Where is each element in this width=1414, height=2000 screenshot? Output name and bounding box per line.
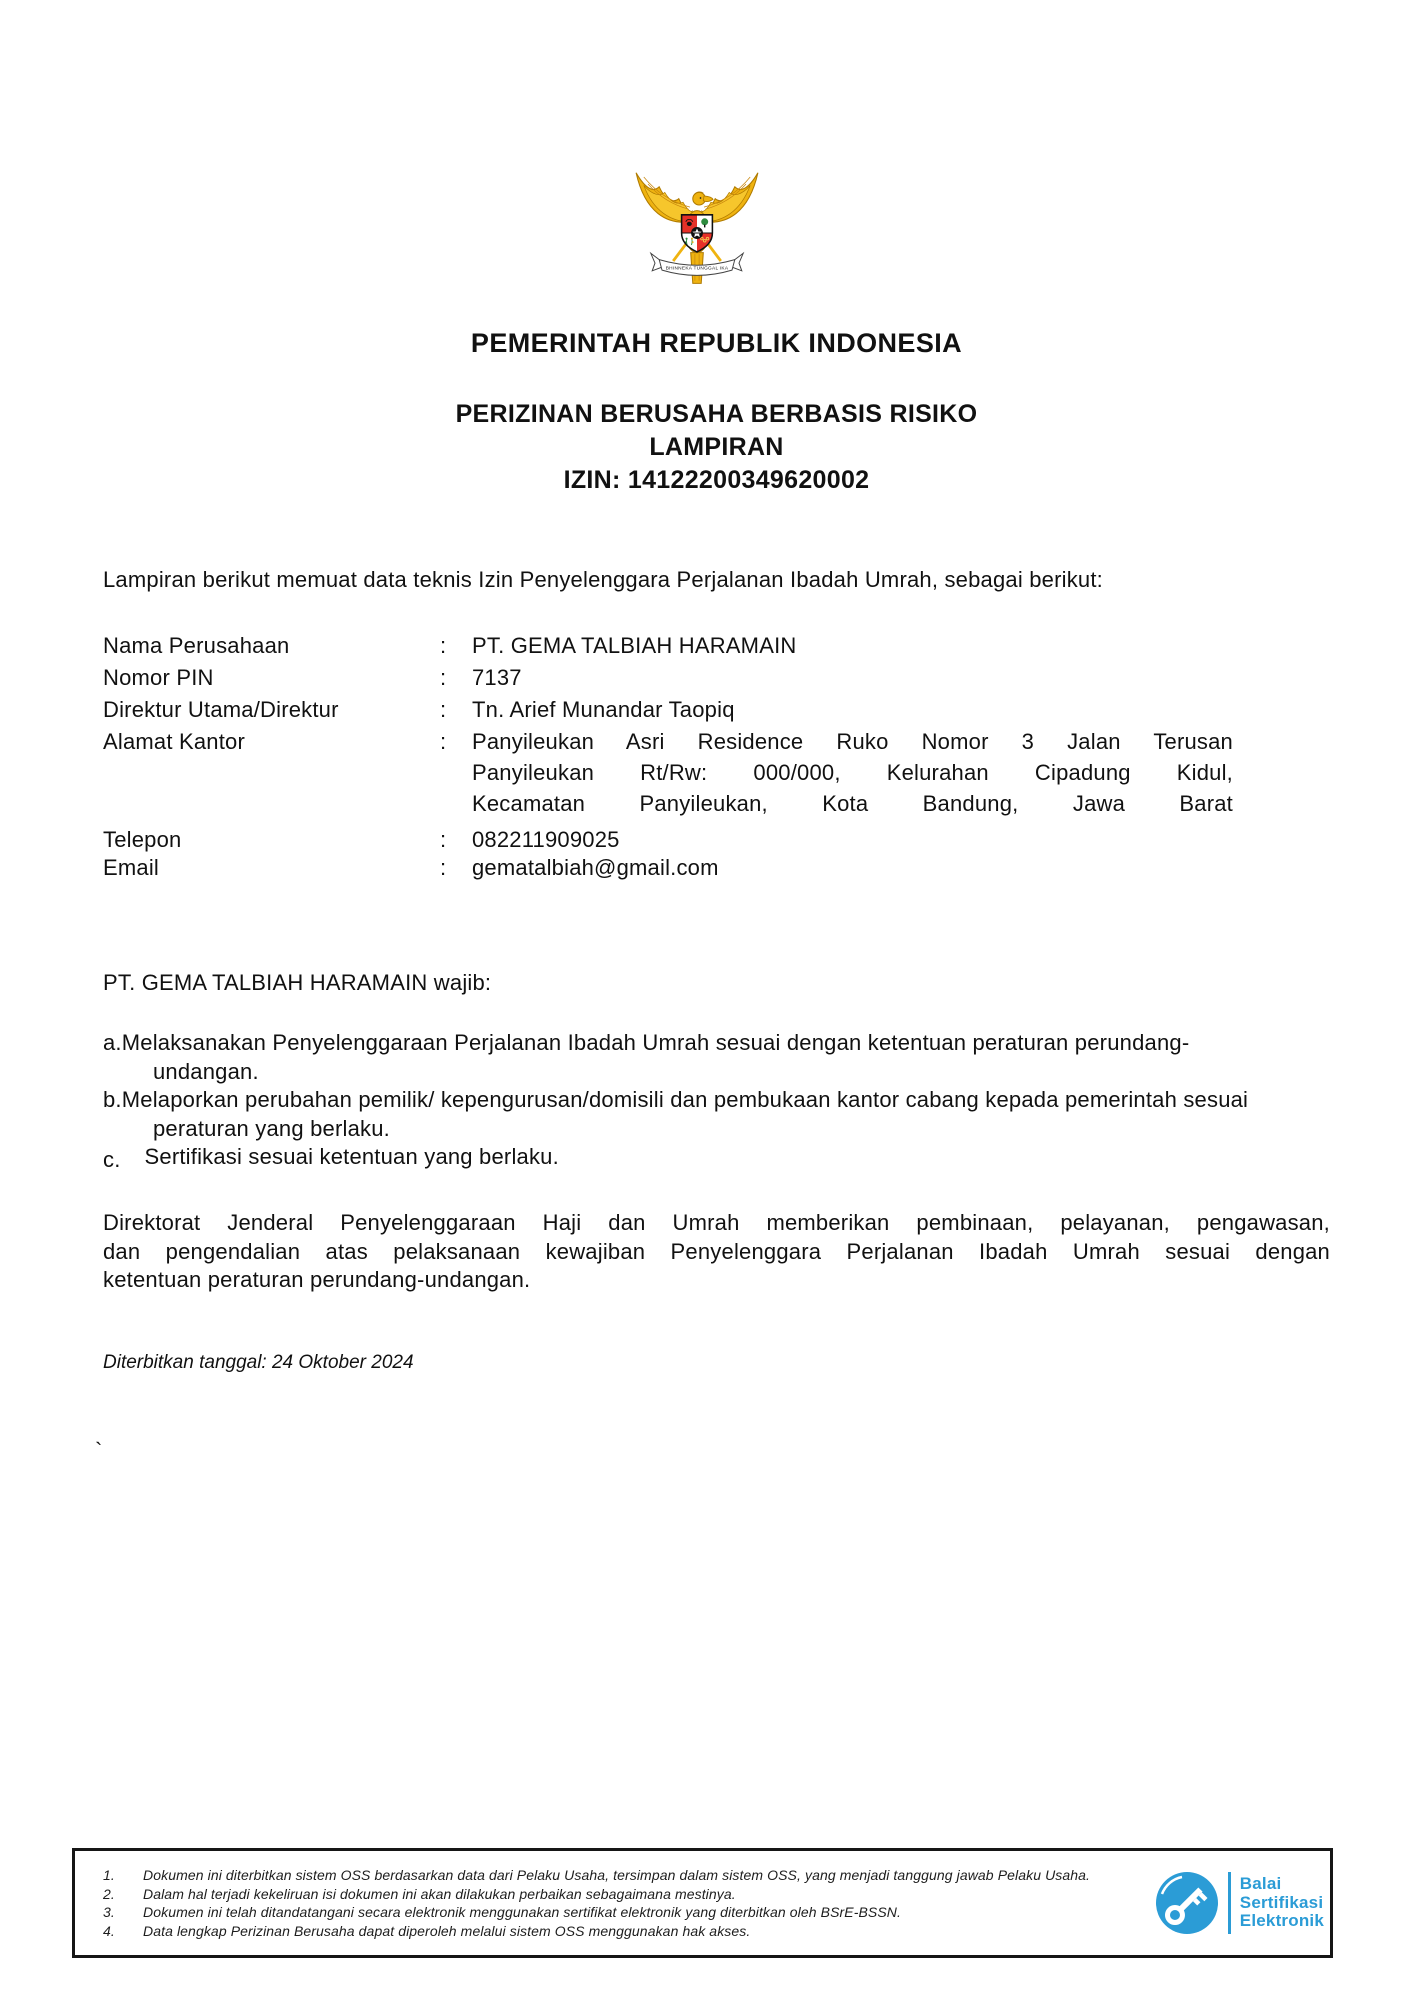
field-label: Nama Perusahaan (103, 633, 290, 658)
obligation-text: Sertifikasi sesuai ketentuan yang berlaku. (144, 1144, 559, 1169)
logo-wordmark (1240, 1875, 1324, 1931)
obligation-item-a (103, 1029, 1268, 1086)
list-marker: a. (103, 1030, 122, 1055)
note-number: 3. (103, 1904, 115, 1920)
note-number: 4. (103, 1922, 115, 1939)
note-text: Dalam hal terjadi kekeliruan isi dokumen ini akan dilakukan perbaikan sebagaimana mestinya. (143, 1885, 736, 1902)
field-separator: : (440, 827, 447, 852)
key-circle-icon (1154, 1870, 1220, 1936)
stray-character: ` (95, 1438, 103, 1463)
garuda-icon (627, 141, 767, 297)
obligation-text: Melaksanakan Penyelenggaraan Perjalanan Ibadah Umrah sesuai dengan ketentuan peraturan perundang-undangan. (121, 1030, 1190, 1084)
field-separator: : (440, 855, 447, 880)
obligation-item-c (103, 1143, 1268, 1172)
footer-note-4 (103, 1922, 1133, 1941)
logo-line-1: Balai (1239, 1874, 1282, 1894)
doc-type-line: PERIZINAN BERUSAHA BERBASIS RISIKO (455, 400, 978, 428)
logo-line-3: Elektronik (1239, 1911, 1324, 1931)
technical-data-fields (103, 630, 1330, 882)
note-number: 2. (103, 1885, 115, 1902)
field-label: Alamat Kantor (103, 729, 246, 754)
closing-paragraph (103, 1209, 1330, 1295)
closing-line: ketentuan peraturan perundang-undangan. (103, 1267, 531, 1292)
footer-notes-box (72, 1848, 1333, 1958)
list-marker: c. (103, 1147, 121, 1172)
field-row-pin-number (103, 662, 1330, 694)
note-number: 1. (103, 1867, 115, 1883)
svg-text:BHINNEKA TUNGGAL IKA: BHINNEKA TUNGGAL IKA (665, 266, 729, 272)
note-text: Data lengkap Perizinan Berusaha dapat diperoleh melalui sistem OSS menggunakan hak akses. (143, 1922, 751, 1939)
field-separator: : (440, 633, 447, 658)
government-title: PEMERINTAH REPUBLIK INDONESIA (470, 328, 963, 358)
field-value: PT. GEMA TALBIAH HARAMAIN (472, 633, 797, 658)
field-value: gematalbiah@gmail.com (472, 855, 719, 880)
list-marker: b. (103, 1087, 122, 1112)
field-row-email (103, 854, 1330, 882)
bsre-certification-logo (1154, 1870, 1324, 1936)
address-line: Panyileukan Rt/Rw: 000/000, Kelurahan Cipadung Kidul, (472, 760, 1233, 785)
field-value: Tn. Arief Munandar Taopiq (472, 697, 735, 722)
obligation-heading: PT. GEMA TALBIAH HARAMAIN wajib: (103, 970, 492, 995)
field-row-office-address (103, 726, 1330, 819)
logo-line-2: Sertifikasi (1239, 1892, 1324, 1912)
field-row-company-name (103, 630, 1330, 662)
field-separator: : (440, 697, 447, 722)
field-separator: : (440, 665, 447, 690)
closing-line: dan pengendalian atas pelaksanaan kewajiban Penyelenggara Perjalanan Ibadah Umrah sesuai dengan (103, 1238, 1330, 1264)
address-line: Panyileukan Asri Residence Ruko Nomor 3 Jalan Terusan (472, 729, 1233, 754)
field-label: Direktur Utama/Direktur (103, 697, 339, 722)
field-value: 082211909025 (472, 827, 620, 852)
doc-number-line: IZIN: 14122200349620002 (563, 466, 870, 494)
closing-line: Direktorat Jenderal Penyelenggaraan Haji dan Umrah memberikan pembinaan, pelayanan, pengawasan, (103, 1210, 1330, 1235)
obligation-list (103, 1029, 1268, 1172)
address-line: Kecamatan Panyileukan, Kota Bandung, Jawa Barat (472, 791, 1233, 816)
footer-note-1 (103, 1866, 1133, 1885)
footer-notes-list (75, 1866, 1133, 1940)
logo-divider (1228, 1872, 1231, 1934)
obligation-item-b (103, 1086, 1268, 1143)
field-label: Email (103, 855, 160, 880)
note-text: Dokumen ini telah ditandatangani secara elektronik menggunakan sertifikat elektronik yang diterbitkan oleh BSrE-BSSN. (143, 1904, 902, 1920)
footer-note-3 (103, 1903, 1133, 1922)
intro-paragraph: Lampiran berikut memuat data teknis Izin Penyelenggara Perjalanan Ibadah Umrah, sebagai berikut: (103, 567, 1103, 592)
document-title (103, 398, 1330, 497)
issued-date: Diterbitkan tanggal: 24 Oktober 2024 (103, 1352, 414, 1373)
field-row-phone (103, 826, 1330, 854)
field-separator: : (440, 729, 447, 754)
doc-subtype-line: LAMPIRAN (649, 433, 784, 461)
field-value (472, 726, 1233, 819)
field-label: Telepon (103, 827, 182, 852)
field-value: 7137 (472, 665, 522, 690)
field-label: Nomor PIN (103, 665, 214, 690)
footer-note-2 (103, 1885, 1133, 1904)
note-text: Dokumen ini diterbitkan sistem OSS berdasarkan data dari Pelaku Usaha, tersimpan dalam sistem OSS, yang menjadi tanggung jawab Pelaku Usaha. (143, 1867, 1091, 1883)
garuda-pancasila-emblem (627, 141, 767, 297)
field-row-director (103, 694, 1330, 726)
obligation-text: Melaporkan perubahan pemilik/ kepengurusan/domisili dan pembukaan kantor cabang kepada pemerintah sesuai peraturan yang berlaku. (121, 1087, 1249, 1141)
